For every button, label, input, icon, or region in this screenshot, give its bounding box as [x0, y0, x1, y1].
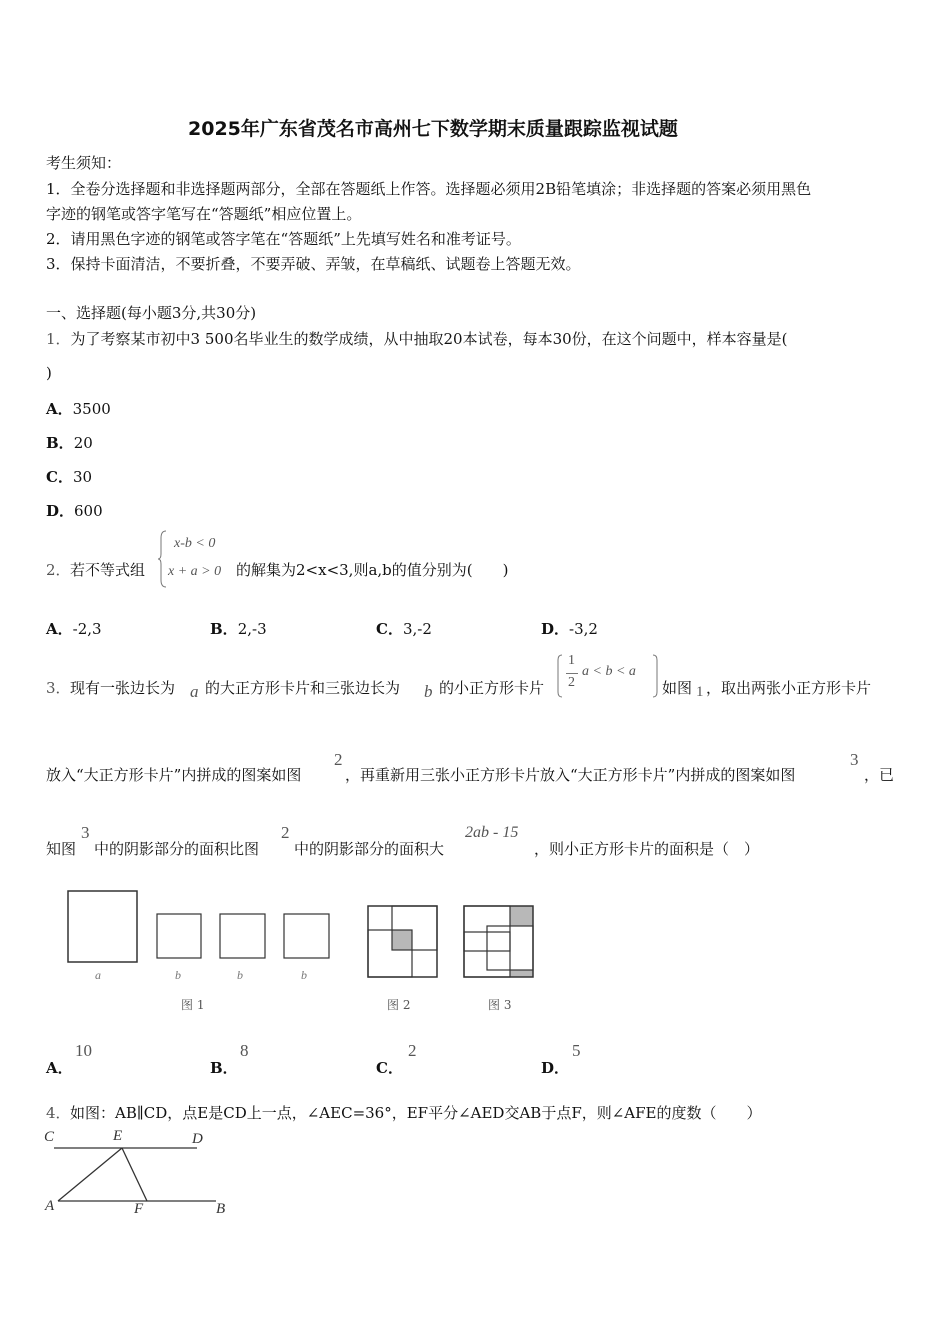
small-square — [284, 914, 329, 958]
q2-option-c[interactable] — [376, 618, 432, 639]
small-square — [220, 914, 265, 958]
option-label: D． — [46, 502, 75, 520]
point-label-a: A — [45, 1198, 55, 1214]
q2-option-d[interactable] — [541, 618, 598, 639]
q3-option-b-value: 8 — [240, 1041, 249, 1060]
option-value: 3,-2 — [402, 620, 432, 638]
option-value: 20 — [73, 434, 93, 452]
q1-option-c[interactable] — [46, 466, 92, 487]
option-label: B． — [210, 620, 238, 638]
figure-2 — [368, 906, 437, 977]
question-1 — [46, 328, 788, 349]
notice-item-3: 3．保持卡面清洁，不要折叠，不要弄破、弄皱，在草稿纸、试题卷上答题无效。 — [46, 255, 581, 273]
inequality-1: x-b < 0 — [174, 536, 216, 551]
shaded-region — [510, 970, 533, 977]
q3-line3-a: 知图 — [46, 840, 77, 858]
question-4-number: 4． — [46, 1104, 71, 1122]
inequality-rest: a < b < a — [582, 664, 636, 679]
option-label: C． — [46, 468, 73, 486]
option-value: -2,3 — [72, 620, 102, 638]
small-square-shaded — [392, 930, 412, 950]
label-a: a — [95, 968, 101, 982]
q3-option-d-value: 5 — [572, 1041, 581, 1060]
section-heading: 一、选择题(每小题3分,共30分) — [46, 304, 257, 322]
notice-item-1-line-1: 1．全卷分选择题和非选择题两部分，全部在答题纸上作答。选择题必须用2B铅笔填涂；非选择题的答案必须用黑色 — [46, 180, 812, 198]
q3-line3-b: 中的阴影部分的面积比图 — [94, 840, 260, 858]
q3-option-a-label[interactable]: A． — [46, 1059, 73, 1077]
q1-option-b[interactable] — [46, 432, 93, 453]
q1-option-d[interactable] — [46, 500, 103, 521]
q2-option-a[interactable] — [46, 618, 102, 639]
label-b: b — [175, 968, 181, 982]
option-value: 600 — [74, 502, 103, 520]
question-2-text-after: 的解集为2<x<3,则a,b的值分别为( ) — [236, 561, 509, 579]
question-3-number: 3． — [46, 679, 71, 697]
segment-ef — [122, 1148, 147, 1201]
caption-figure-1: 图 1 — [181, 998, 205, 1012]
figure-3 — [464, 906, 533, 977]
q3-line2-c: ，已 — [864, 766, 895, 784]
option-value: 2,-3 — [237, 620, 267, 638]
q3-option-c-label[interactable]: C． — [376, 1059, 403, 1077]
system-brace — [158, 530, 168, 588]
q3-option-c-value: 2 — [408, 1041, 417, 1060]
figure-ref-2b: 2 — [281, 823, 290, 842]
notice-heading: 考生须知： — [46, 154, 122, 172]
figure-ref-3: 3 — [850, 750, 859, 769]
notice-item-1-line-2: 字迹的钢笔或答字笔写在“答题纸”相应位置上。 — [46, 205, 362, 223]
q3-option-b-label[interactable]: B． — [210, 1059, 238, 1077]
point-label-d: D — [192, 1131, 203, 1147]
q3-line3-c: 中的阴影部分的面积大 — [294, 840, 445, 858]
label-b: b — [301, 968, 307, 982]
q3-text-2: 的大正方形卡片和三张边长为 — [205, 679, 401, 697]
q3-option-d-label[interactable]: D． — [541, 1059, 570, 1077]
q3-text-5: ，取出两张小正方形卡片 — [706, 679, 872, 697]
q3-text-4: 如图 — [662, 679, 693, 697]
question-4-text: 如图：AB∥CD，点E是CD上一点，∠AEC=36°，EF平分∠AED交AB于点F，则∠AFE的度数（ ） — [70, 1104, 762, 1122]
fraction-denominator: 2 — [568, 675, 575, 690]
figure-squares — [60, 885, 540, 1015]
small-square — [157, 914, 201, 958]
option-value: -3,2 — [569, 620, 598, 638]
point-label-e: E — [113, 1128, 123, 1144]
q2-option-b[interactable] — [210, 618, 267, 639]
point-label-b: B — [216, 1201, 226, 1217]
q3-text-3: 的小正方形卡片 — [439, 679, 545, 697]
caption-figure-3: 图 3 — [488, 998, 512, 1012]
inequality-2: x + a > 0 — [168, 564, 222, 579]
notice-item-2: 2．请用黑色字迹的钢笔或答字笔在“答题纸”上先填写姓名和准考证号。 — [46, 230, 521, 248]
q3-option-a-value: 10 — [75, 1041, 92, 1060]
page-title: 2025年广东省茂名市高州七下数学期末质量跟踪监视试题 — [188, 118, 678, 140]
option-label: B． — [46, 434, 74, 452]
point-label-f: F — [134, 1201, 144, 1217]
q3-line2-a: 放入“大正方形卡片”内拼成的图案如图 — [46, 766, 302, 784]
question-1-text: 为了考察某市初中3 500名毕业生的数学成绩，从中抽取20本试卷，每本30份，在这个问题中，样本容量是( — [70, 330, 788, 348]
question-2-number: 2． — [46, 561, 71, 579]
figure-ref-1: 1 — [696, 684, 704, 700]
paren-right — [652, 654, 658, 698]
option-label: C． — [376, 620, 403, 638]
caption-figure-2: 图 2 — [387, 998, 411, 1012]
option-label: D． — [541, 620, 570, 638]
fraction-bar — [566, 673, 578, 674]
option-value: 30 — [72, 468, 93, 486]
q3-line2-b: ，再重新用三张小正方形卡片放入“大正方形卡片”内拼成的图案如图 — [345, 766, 796, 784]
fraction-numerator: 1 — [568, 653, 575, 668]
label-b: b — [237, 968, 243, 982]
paren-left — [557, 654, 563, 698]
area-expression: 2ab - 15 — [465, 824, 519, 841]
figure-ref-3b: 3 — [81, 823, 90, 842]
var-a: a — [190, 682, 199, 701]
shaded-region — [510, 906, 533, 926]
var-b: b — [424, 682, 433, 701]
point-label-c: C — [44, 1129, 55, 1145]
q3-line3-d: ，则小正方形卡片的面积是（ ） — [534, 840, 760, 858]
option-value: 3500 — [72, 400, 111, 418]
option-label: A． — [46, 620, 73, 638]
question-1-close: ) — [46, 364, 52, 382]
question-1-number: 1． — [46, 330, 71, 348]
q1-option-a[interactable] — [46, 398, 111, 419]
large-square — [68, 891, 137, 962]
q3-text-1: 现有一张边长为 — [70, 679, 176, 697]
figure-1 — [68, 891, 329, 962]
figure-ref-2: 2 — [334, 750, 343, 769]
option-label: A． — [46, 400, 73, 418]
question-2-text-before: 若不等式组 — [70, 561, 146, 579]
segment-ae — [58, 1148, 122, 1201]
